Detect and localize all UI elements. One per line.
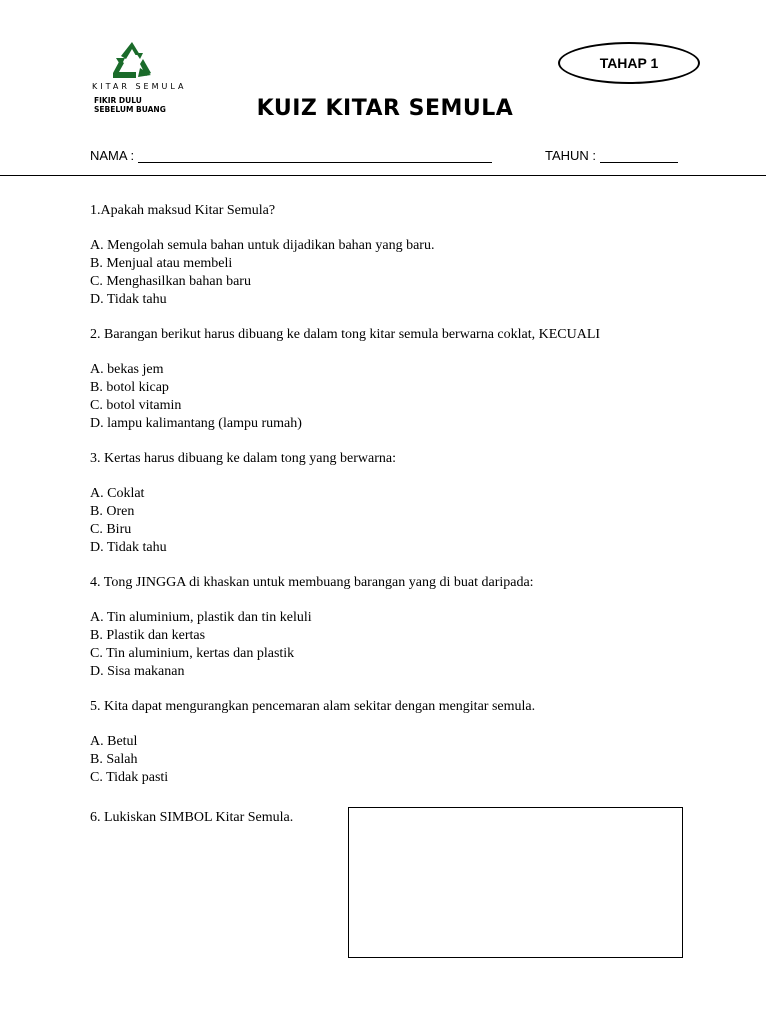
answer-option[interactable]: C. Tidak pasti bbox=[90, 769, 169, 785]
answer-option[interactable]: A. bekas jem bbox=[90, 362, 164, 378]
question-text: 3. Kertas harus dibuang ke dalam tong yang berwarna: bbox=[90, 450, 396, 466]
answer-option[interactable]: B. Menjual atau membeli bbox=[90, 256, 233, 272]
answer-option[interactable]: B. Salah bbox=[90, 752, 138, 768]
question-text: 4. Tong JINGGA di khaskan untuk membuang barangan yang di buat daripada: bbox=[90, 574, 534, 590]
page-title: KUIZ KITAR SEMULA bbox=[256, 96, 514, 121]
header-divider bbox=[0, 175, 766, 176]
question-text: 5. Kita dapat mengurangkan pencemaran alam sekitar dengan mengitar semula. bbox=[90, 698, 536, 714]
answer-option[interactable]: D. Tidak tahu bbox=[90, 291, 167, 307]
name-label: NAMA : bbox=[90, 148, 135, 163]
question-6: 6. Lukiskan SIMBOL Kitar Semula. bbox=[90, 810, 294, 825]
answer-option[interactable]: B. Oren bbox=[90, 504, 135, 520]
question-1 bbox=[90, 202, 710, 308]
answer-option[interactable]: C. Biru bbox=[90, 521, 132, 537]
slogan-line-1: FIKIR DULU bbox=[94, 96, 142, 105]
question-2 bbox=[90, 326, 710, 432]
answer-option[interactable]: A. Betul bbox=[90, 734, 138, 750]
question-text: 2. Barangan berikut harus dibuang ke dalam tong kitar semula berwarna coklat, KECUALI bbox=[90, 326, 601, 342]
year-input-line[interactable] bbox=[600, 150, 678, 163]
question-4 bbox=[90, 574, 710, 680]
answer-option[interactable]: C. Tin aluminium, kertas dan plastik bbox=[90, 645, 295, 661]
answer-option[interactable]: D. Tidak tahu bbox=[90, 539, 167, 555]
name-input-line[interactable] bbox=[138, 150, 492, 163]
slogan-line-2: SEBELUM BUANG bbox=[94, 105, 166, 114]
answer-option[interactable]: A. Mengolah semula bahan untuk dijadikan bahan yang baru. bbox=[90, 238, 435, 254]
name-field bbox=[90, 148, 492, 163]
answer-option[interactable]: B. Plastik dan kertas bbox=[90, 628, 206, 644]
logo-wordmark: KITAR SEMULA bbox=[92, 82, 187, 91]
level-badge: TAHAP 1 bbox=[558, 42, 700, 84]
year-label: TAHUN : bbox=[545, 148, 597, 163]
question-list bbox=[90, 202, 710, 804]
recycle-icon bbox=[110, 40, 154, 80]
answer-option[interactable]: D. lampu kalimantang (lampu rumah) bbox=[90, 415, 302, 431]
question-5 bbox=[90, 698, 710, 787]
question-text: 1.Apakah maksud Kitar Semula? bbox=[90, 203, 276, 218]
drawing-box[interactable] bbox=[348, 807, 683, 958]
answer-option[interactable]: D. Sisa makanan bbox=[90, 663, 185, 679]
answer-option[interactable]: A. Tin aluminium, plastik dan tin keluli bbox=[90, 610, 312, 626]
answer-option[interactable]: C. botol vitamin bbox=[90, 397, 182, 413]
answer-option[interactable]: B. botol kicap bbox=[90, 380, 169, 396]
answer-option[interactable]: C. Menghasilkan bahan baru bbox=[90, 273, 251, 289]
question-3 bbox=[90, 450, 710, 556]
answer-option[interactable]: A. Coklat bbox=[90, 486, 145, 502]
year-field bbox=[545, 148, 678, 163]
